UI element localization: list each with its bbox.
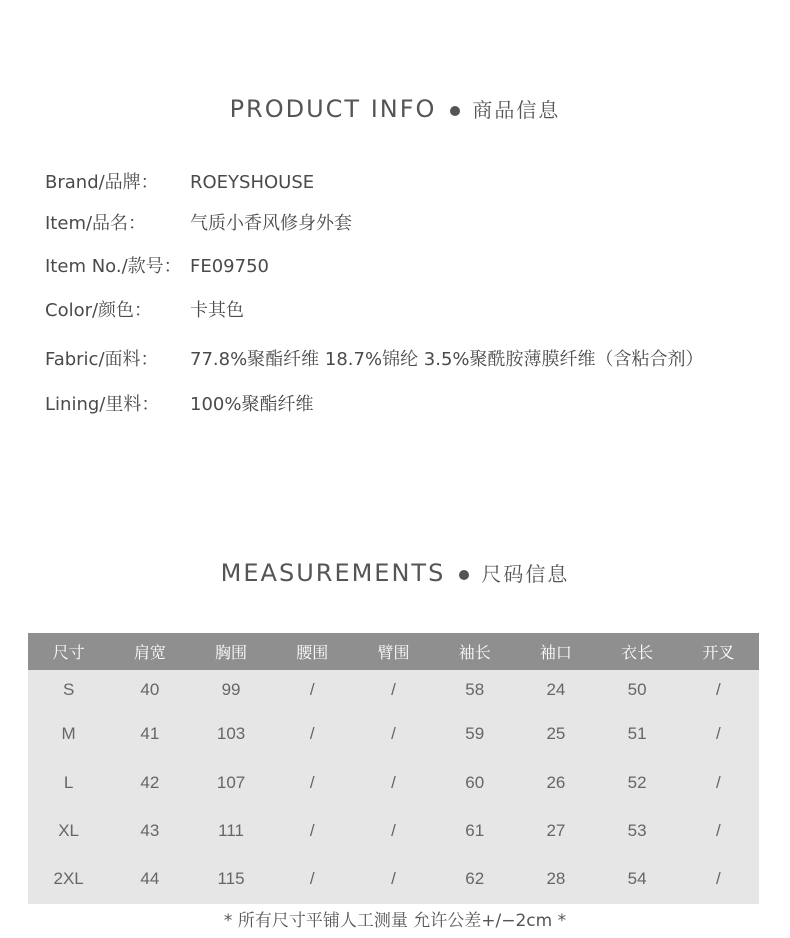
table-cell: 40 bbox=[109, 670, 190, 710]
table-cell: / bbox=[272, 807, 353, 855]
table-cell: 59 bbox=[434, 710, 515, 758]
table-cell: / bbox=[272, 670, 353, 710]
table-cell: S bbox=[28, 670, 109, 710]
table-cell: 115 bbox=[190, 855, 271, 903]
table-cell: 43 bbox=[109, 807, 190, 855]
table-row bbox=[28, 807, 759, 855]
table-header-cell: 衣长 bbox=[597, 633, 678, 670]
table-row bbox=[28, 710, 759, 758]
table-cell: 62 bbox=[434, 855, 515, 903]
table-cell: 28 bbox=[515, 855, 596, 903]
table-cell: 99 bbox=[190, 670, 271, 710]
measurement-note: * 所有尺寸平铺人工测量 允许公差+/−2cm * bbox=[223, 911, 567, 931]
info-row-brand bbox=[45, 168, 314, 194]
table-cell: 41 bbox=[109, 710, 190, 758]
table-cell: 107 bbox=[190, 758, 271, 806]
table-cell: / bbox=[353, 758, 434, 806]
table-cell: / bbox=[678, 807, 759, 855]
table-cell: / bbox=[272, 855, 353, 903]
table-cell: / bbox=[272, 758, 353, 806]
table-cell: M bbox=[28, 710, 109, 758]
table-cell: 2XL bbox=[28, 855, 109, 903]
table-header-cell: 肩宽 bbox=[109, 633, 190, 670]
table-cell: 54 bbox=[597, 855, 678, 903]
table-cell: / bbox=[353, 710, 434, 758]
table-header-cell: 胸围 bbox=[190, 633, 271, 670]
info-row-item-no bbox=[45, 252, 269, 278]
table-cell: 52 bbox=[597, 758, 678, 806]
table-header-cell: 袖口 bbox=[515, 633, 596, 670]
info-label: Fabric/面料： bbox=[45, 349, 159, 370]
info-row-lining bbox=[45, 390, 313, 416]
table-header-cell: 尺寸 bbox=[28, 633, 109, 670]
table-cell: 61 bbox=[434, 807, 515, 855]
table-cell: 26 bbox=[515, 758, 596, 806]
table-cell: 27 bbox=[515, 807, 596, 855]
table-cell: / bbox=[353, 807, 434, 855]
measurements-title-en: MEASUREMENTS bbox=[220, 559, 446, 587]
table-cell: 50 bbox=[597, 670, 678, 710]
info-value: FE09750 bbox=[190, 256, 269, 277]
bullet-dot-icon bbox=[459, 570, 469, 580]
info-label: Brand/品牌： bbox=[45, 172, 159, 193]
info-label: Lining/里料： bbox=[45, 394, 160, 415]
table-cell: 60 bbox=[434, 758, 515, 806]
table-cell: / bbox=[678, 758, 759, 806]
measurements-table bbox=[28, 633, 759, 904]
measurements-title bbox=[0, 558, 790, 587]
table-cell: 42 bbox=[109, 758, 190, 806]
info-value: 100%聚酯纤维 bbox=[190, 394, 314, 415]
info-row-fabric bbox=[45, 345, 704, 371]
table-cell: 53 bbox=[597, 807, 678, 855]
info-label: Color/颜色： bbox=[45, 300, 153, 321]
table-cell: / bbox=[678, 670, 759, 710]
info-row-item bbox=[45, 209, 352, 235]
table-cell: / bbox=[678, 855, 759, 903]
info-value: 气质小香风修身外套 bbox=[190, 213, 352, 234]
table-cell: L bbox=[28, 758, 109, 806]
table-header-cell: 开叉 bbox=[678, 633, 759, 670]
table-header-cell: 臂围 bbox=[353, 633, 434, 670]
table-cell: 58 bbox=[434, 670, 515, 710]
table-row bbox=[28, 670, 759, 710]
info-value: 77.8%聚酯纤维 18.7%锦纶 3.5%聚酰胺薄膜纤维（含粘合剂） bbox=[190, 349, 704, 370]
table-cell: 44 bbox=[109, 855, 190, 903]
table-cell: / bbox=[678, 710, 759, 758]
table-cell: / bbox=[272, 710, 353, 758]
table-header-row bbox=[28, 633, 759, 670]
table-cell: / bbox=[353, 855, 434, 903]
bullet-dot-icon bbox=[450, 106, 460, 116]
table-cell: 111 bbox=[190, 807, 271, 855]
product-info-title-zh: 商品信息 bbox=[472, 98, 561, 122]
table-cell: 24 bbox=[515, 670, 596, 710]
info-value: 卡其色 bbox=[190, 300, 244, 321]
info-row-color bbox=[45, 296, 244, 322]
table-row bbox=[28, 855, 759, 903]
info-label: Item/品名： bbox=[45, 213, 147, 234]
table-cell: 25 bbox=[515, 710, 596, 758]
table-cell: 103 bbox=[190, 710, 271, 758]
table-cell: XL bbox=[28, 807, 109, 855]
product-info-title bbox=[0, 94, 790, 123]
info-label: Item No./款号： bbox=[45, 256, 182, 277]
table-row bbox=[28, 758, 759, 806]
product-info-title-en: PRODUCT INFO bbox=[229, 95, 437, 123]
table-header-cell: 腰围 bbox=[272, 633, 353, 670]
table-cell: 51 bbox=[597, 710, 678, 758]
table-cell: / bbox=[353, 670, 434, 710]
table-header-cell: 袖长 bbox=[434, 633, 515, 670]
info-value: ROEYSHOUSE bbox=[190, 172, 315, 193]
measurements-title-zh: 尺码信息 bbox=[481, 562, 570, 586]
